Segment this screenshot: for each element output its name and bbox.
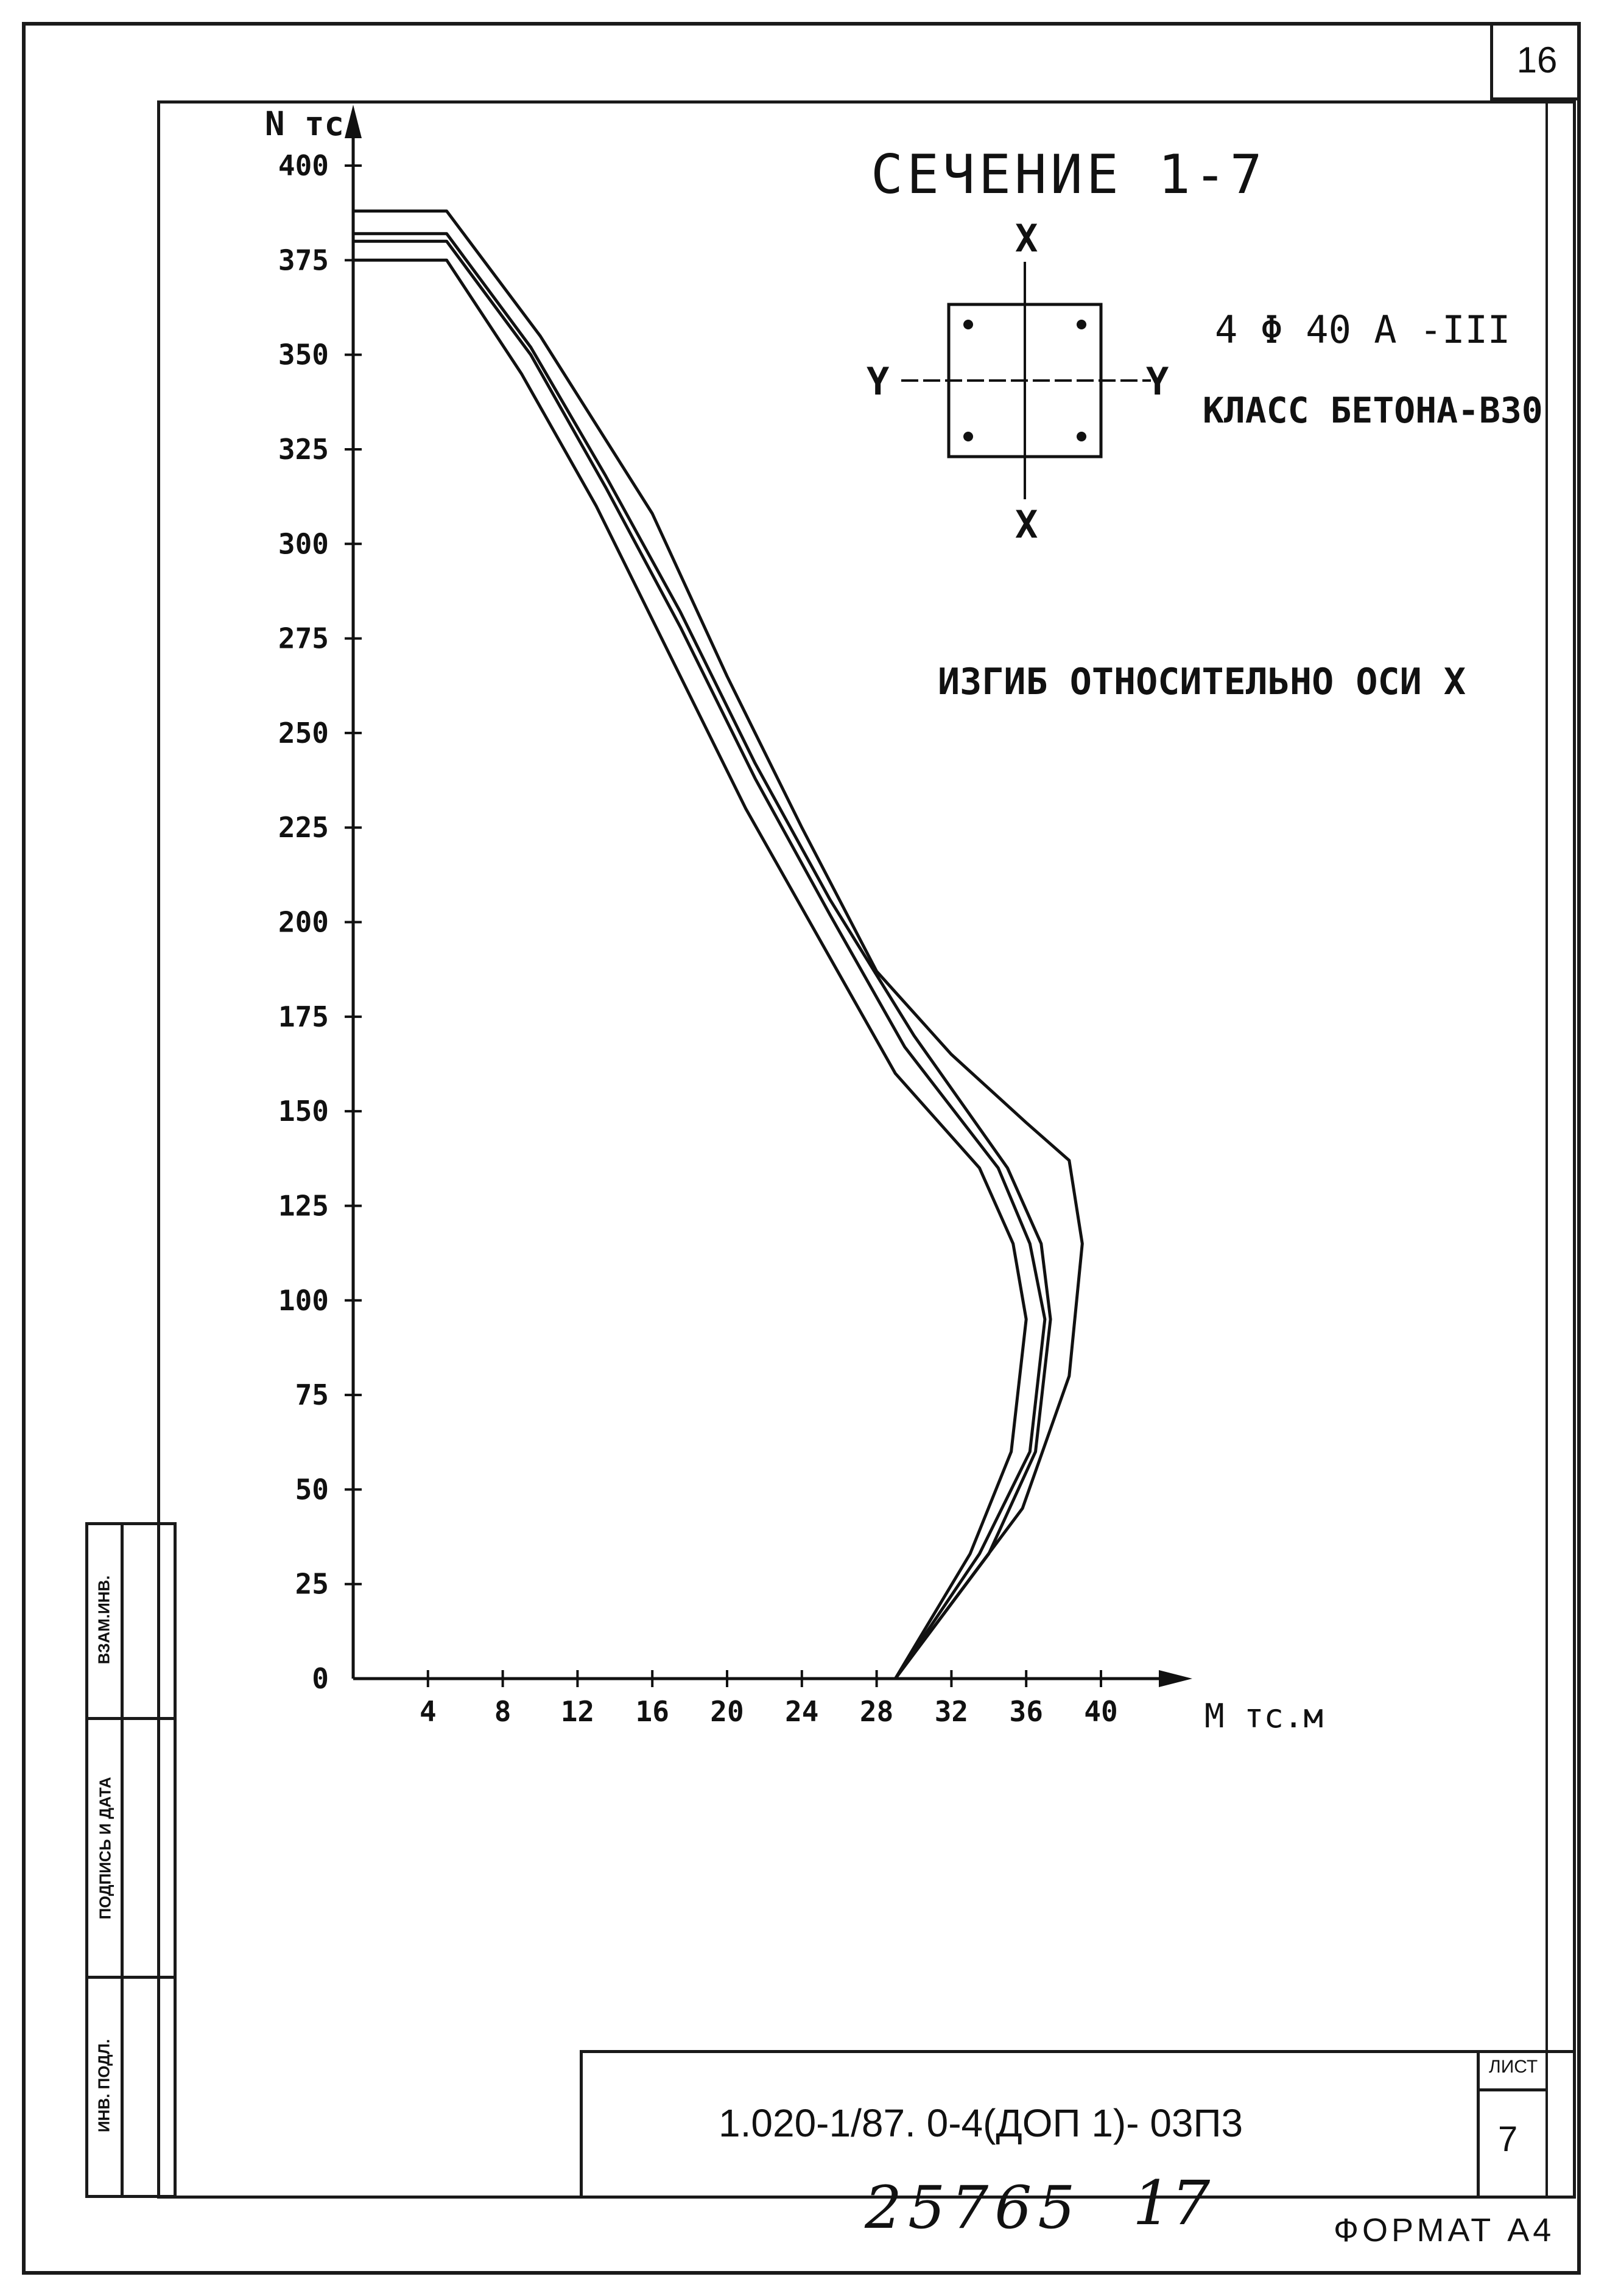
sidebar-label-replacement: ВЗАМ.ИНВ. xyxy=(94,1575,113,1665)
x-tick-label: 8 xyxy=(494,1695,512,1728)
document-code: 1.020-1/87. 0-4(ДОП 1)- 03П3 xyxy=(719,2101,1243,2145)
x-tick-label: 28 xyxy=(859,1695,894,1728)
top-page-number: 16 xyxy=(1490,22,1581,100)
y-tick-label: 200 xyxy=(278,905,329,939)
sheet-divider xyxy=(1477,2088,1545,2091)
y-tick-label: 250 xyxy=(278,716,329,750)
y-axis-label: N тс xyxy=(265,105,345,143)
handwritten-number: 25765 xyxy=(865,2174,1081,2242)
section-axis-y-left: Y xyxy=(867,359,890,404)
handwritten-page: 17 xyxy=(1133,2168,1211,2239)
series-line-4 xyxy=(353,211,1082,1679)
series-line-3 xyxy=(353,234,1050,1679)
y-axis-arrow xyxy=(345,105,362,138)
x-tick-label: 20 xyxy=(710,1695,744,1728)
y-tick-label: 50 xyxy=(295,1473,329,1506)
sidebar-label-signature: ПОДПИСЬ И ДАТА xyxy=(96,1777,114,1920)
y-tick-label: 125 xyxy=(278,1189,329,1223)
sidebar-label-original: ИНВ. ПОДЛ. xyxy=(94,2038,113,2133)
section-axis-y-right: Y xyxy=(1146,359,1169,404)
series-line-2 xyxy=(353,241,1045,1679)
sidebar-divider xyxy=(85,1976,177,1979)
bending-note: ИЗГИБ ОТНОСИТЕЛЬНО ОСИ Х xyxy=(938,661,1466,703)
y-tick-label: 350 xyxy=(278,338,329,371)
y-tick-label: 375 xyxy=(278,244,329,277)
y-tick-label: 225 xyxy=(278,811,329,844)
x-tick-label: 16 xyxy=(635,1695,669,1728)
x-axis-arrow xyxy=(1159,1670,1192,1687)
concrete-class-label: КЛАСС БЕТОНА-В30 xyxy=(1203,390,1543,431)
x-tick-label: 12 xyxy=(560,1695,595,1728)
section-title: СЕЧЕНИЕ 1-7 xyxy=(871,143,1266,206)
x-tick-label: 24 xyxy=(785,1695,819,1728)
section-axis-x-bottom: X xyxy=(1015,502,1038,547)
y-tick-label: 25 xyxy=(295,1567,329,1601)
y-tick-label: 100 xyxy=(278,1283,329,1317)
format-label: ФОРМАТ А4 xyxy=(1334,2212,1555,2249)
y-tick-label: 300 xyxy=(278,527,329,561)
x-axis-label: М тс.м xyxy=(1204,1697,1324,1735)
sheet-label: ЛИСТ xyxy=(1489,2057,1538,2077)
series-line-1 xyxy=(353,260,1026,1679)
sidebar-divider xyxy=(85,1717,177,1720)
y-tick-label: 75 xyxy=(295,1378,329,1412)
sheet-number: 7 xyxy=(1498,2119,1518,2159)
reinforcement-label: 4 Φ 40 А -III xyxy=(1215,307,1511,352)
y-tick-label: 275 xyxy=(278,622,329,655)
y-tick-label: 150 xyxy=(278,1095,329,1128)
x-tick-label: 36 xyxy=(1009,1695,1043,1728)
x-tick-label: 32 xyxy=(934,1695,969,1728)
y-tick-label: 325 xyxy=(278,432,329,466)
x-tick-label: 40 xyxy=(1084,1695,1118,1728)
section-axis-x-top: X xyxy=(1015,216,1038,261)
x-tick-label: 4 xyxy=(419,1695,437,1728)
y-tick-label: 0 xyxy=(312,1662,329,1695)
y-tick-label: 175 xyxy=(278,1000,329,1033)
y-tick-label: 400 xyxy=(278,149,329,182)
